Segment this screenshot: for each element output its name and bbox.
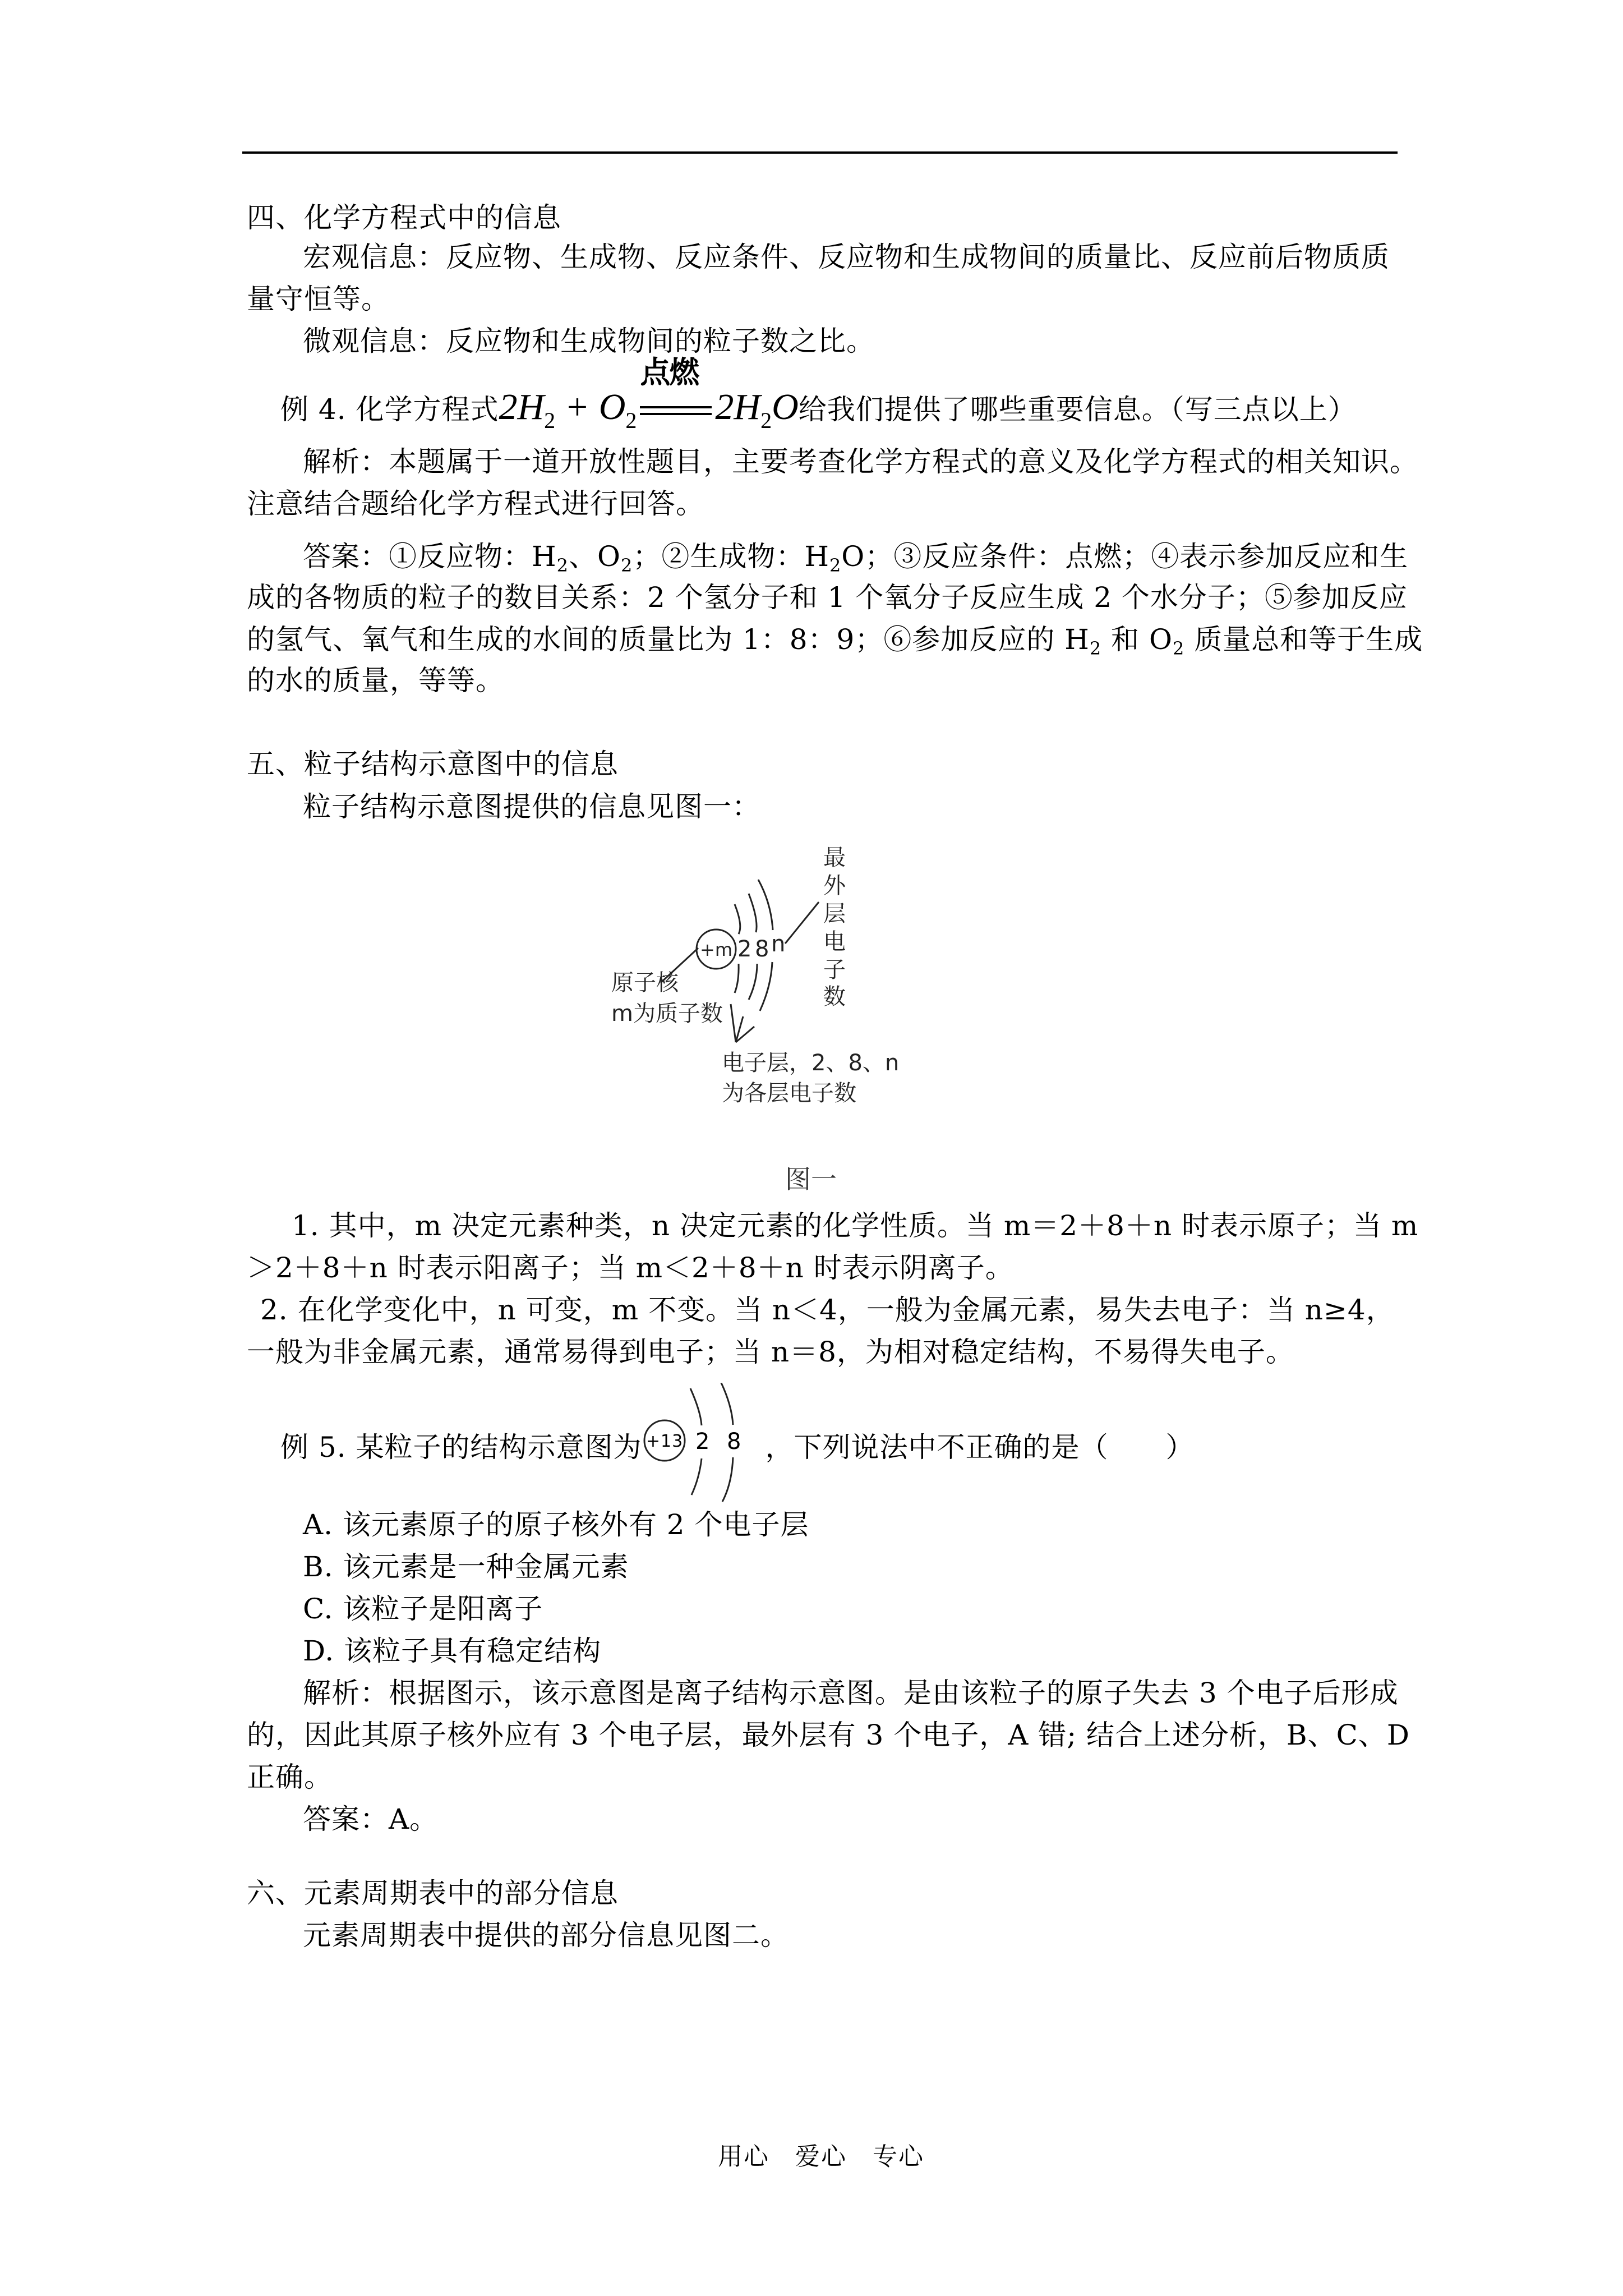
outer-caption-char: 外 [823,873,846,899]
nucleus-caption-2: m为质子数 [611,1001,723,1027]
ion-shell-1-arc-bottom [691,1458,702,1495]
reaction-equals-sign [637,354,715,422]
nucleus-label: +m [700,939,732,960]
example5-option-c: C. 该粒子是阳离子 [303,1593,543,1625]
shell-2-arc-bottom [749,964,757,1000]
header-rule [242,151,1398,154]
point2-line1: 2. 在化学变化中，n 可变，m 不变。当 n＜4，一般为金属元素，易失去电子：当 n≥4， [260,1294,1395,1326]
eq-coef: 2 [499,386,518,427]
answer-text: 和 O [1101,623,1173,656]
example4-analysis-line1: 解析：本题属于一道开放性题目，主要考查化学方程式的意义及化学方程式的相关知识。 [303,445,1418,478]
example5-option-d: D. 该粒子具有稳定结构 [303,1635,602,1667]
outer-caption-char: 数 [823,984,846,1010]
section5-intro: 粒子结构示意图提供的信息见图一： [303,790,760,823]
section4-macro-line1: 宏观信息：反应物、生成物、反应条件、反应物和生成物间的质量比、反应前后物质质 [303,241,1390,273]
ion-shell-2-arc-top [721,1383,733,1425]
eq-h: H [734,386,761,427]
outer-caption-char: 子 [823,957,846,983]
answer-text: 的氢气、氧气和生成的水间的质量比为 1：8：9；⑥参加反应的 H [247,623,1090,656]
example5-analysis-line3: 正确。 [247,1761,333,1793]
shells-caption-1: 电子层，2、8、n [722,1050,900,1076]
example5-answer: 答案：A。 [303,1803,439,1835]
section4-title: 四、化学方程式中的信息 [247,201,561,234]
outer-shell-pointer-line [785,902,819,944]
example5-prefix: 例 5. 某粒子的结构示意图为 [280,1431,642,1464]
section4-macro-line2: 量守恒等。 [247,283,390,315]
example5-suffix: ，下列说法中不正确的是（ ） [765,1431,1195,1464]
eq-h: H [517,386,545,427]
subscript: 2 [620,555,633,576]
example4-question [247,354,1469,433]
eq-sub: 2 [760,408,772,433]
figure1-atomic-structure-diagram [583,836,1088,1128]
page-footer: 用心 爱心 专心 [718,2142,924,2171]
shell-3-count: n [771,931,786,957]
answer-text: 答案：①反应物：H [303,540,557,573]
subscript: 2 [556,555,569,576]
subscript: 2 [829,555,842,576]
example4-analysis-line2: 注意结合题给化学方程式进行回答。 [247,487,704,520]
example4-answer-line2: 成的各物质的粒子的数目关系：2 个氢分子和 1 个氧分子反应生成 2 个水分子；⑤参加反应 [247,581,1408,614]
reaction-condition: 点燃 [640,354,699,390]
shells-caption-2: 为各层电子数 [722,1080,856,1106]
shell-arrow-line [731,1004,736,1042]
ion-shell-2-count: 8 [726,1429,741,1455]
example5-analysis-line1: 解析：根据图示，该示意图是离子结构示意图。是由该粒子的原子失去 3 个电子后形成 [303,1677,1399,1709]
subscript: 2 [1172,638,1185,659]
answer-text: O；③反应条件：点燃；④表示参加反应和生 [841,540,1409,573]
example5-question [247,1383,1469,1512]
point1-line1: 1. 其中，m 决定元素种类，n 决定元素的化学性质。当 m＝2＋8＋n 时表示原子；当 m [292,1209,1419,1242]
chemical-equation [499,354,799,433]
shell-1-arc-bottom [735,964,739,993]
example4-answer-line4: 的水的质量，等等。 [247,664,504,697]
answer-text: ；②生成物：H [633,540,829,573]
ion-shell-1-count: 2 [695,1429,710,1455]
section5-title: 五、粒子结构示意图中的信息 [247,748,619,780]
point1-line2: ＞2＋8＋n 时表示阳离子；当 m＜2＋8＋n 时表示阴离子。 [247,1251,1014,1284]
answer-text: 、O [568,540,621,573]
point2-line2: 一般为非金属元素，通常易得到电子；当 n＝8，为相对稳定结构，不易得失电子。 [247,1336,1294,1368]
section4-micro: 微观信息：反应物和生成物间的粒子数之比。 [303,325,875,357]
example5-analysis-line2: 的，因此其原子核外应有 3 个电子层，最外层有 3 个电子，A 错; 结合上述分析，B、C、D [247,1719,1410,1751]
eq-o: O [598,386,626,427]
shell-1-arc-top [735,904,740,934]
nucleus-caption-1: 原子核 [611,970,679,996]
section6-title: 六、元素周期表中的部分信息 [247,1877,619,1910]
eq-sub: 2 [544,408,556,433]
example4-answer-line1 [247,540,1492,576]
subscript: 2 [1089,638,1102,659]
shell-2-count: 8 [755,936,769,962]
ion-shell-2-arc-bottom [722,1457,733,1502]
shell-3-arc-bottom [760,962,772,1011]
outer-caption-char: 电 [823,929,846,955]
example4-prefix: 例 4. 化学方程式 [280,393,499,426]
example5-option-a: A. 该元素原子的原子核外有 2 个电子层 [303,1508,809,1541]
eq-coef: 2 [715,386,734,427]
outer-caption-char: 层 [823,901,846,927]
eq-sub: 2 [625,408,637,433]
answer-text: 质量总和等于生成 [1184,623,1423,656]
example4-suffix: 给我们提供了哪些重要信息。（写三点以上） [798,393,1357,426]
outer-caption-char: 最 [823,845,846,871]
section6-intro: 元素周期表中提供的部分信息见图二。 [303,1919,789,1952]
eq-o: O [772,386,799,427]
ion-shell-1-arc-top [690,1388,702,1425]
eq-plus: + [555,386,599,427]
ion-structure-diagram [642,1383,766,1512]
shell-3-arc-top [758,880,773,930]
figure1-caption: 图一 [785,1164,837,1194]
shell-1-count: 2 [737,936,752,962]
example4-answer-line3 [247,623,1436,659]
example5-option-b: B. 该元素是一种金属元素 [303,1550,629,1583]
ion-nucleus-label: +13 [645,1432,683,1451]
shell-2-arc-top [749,894,757,932]
